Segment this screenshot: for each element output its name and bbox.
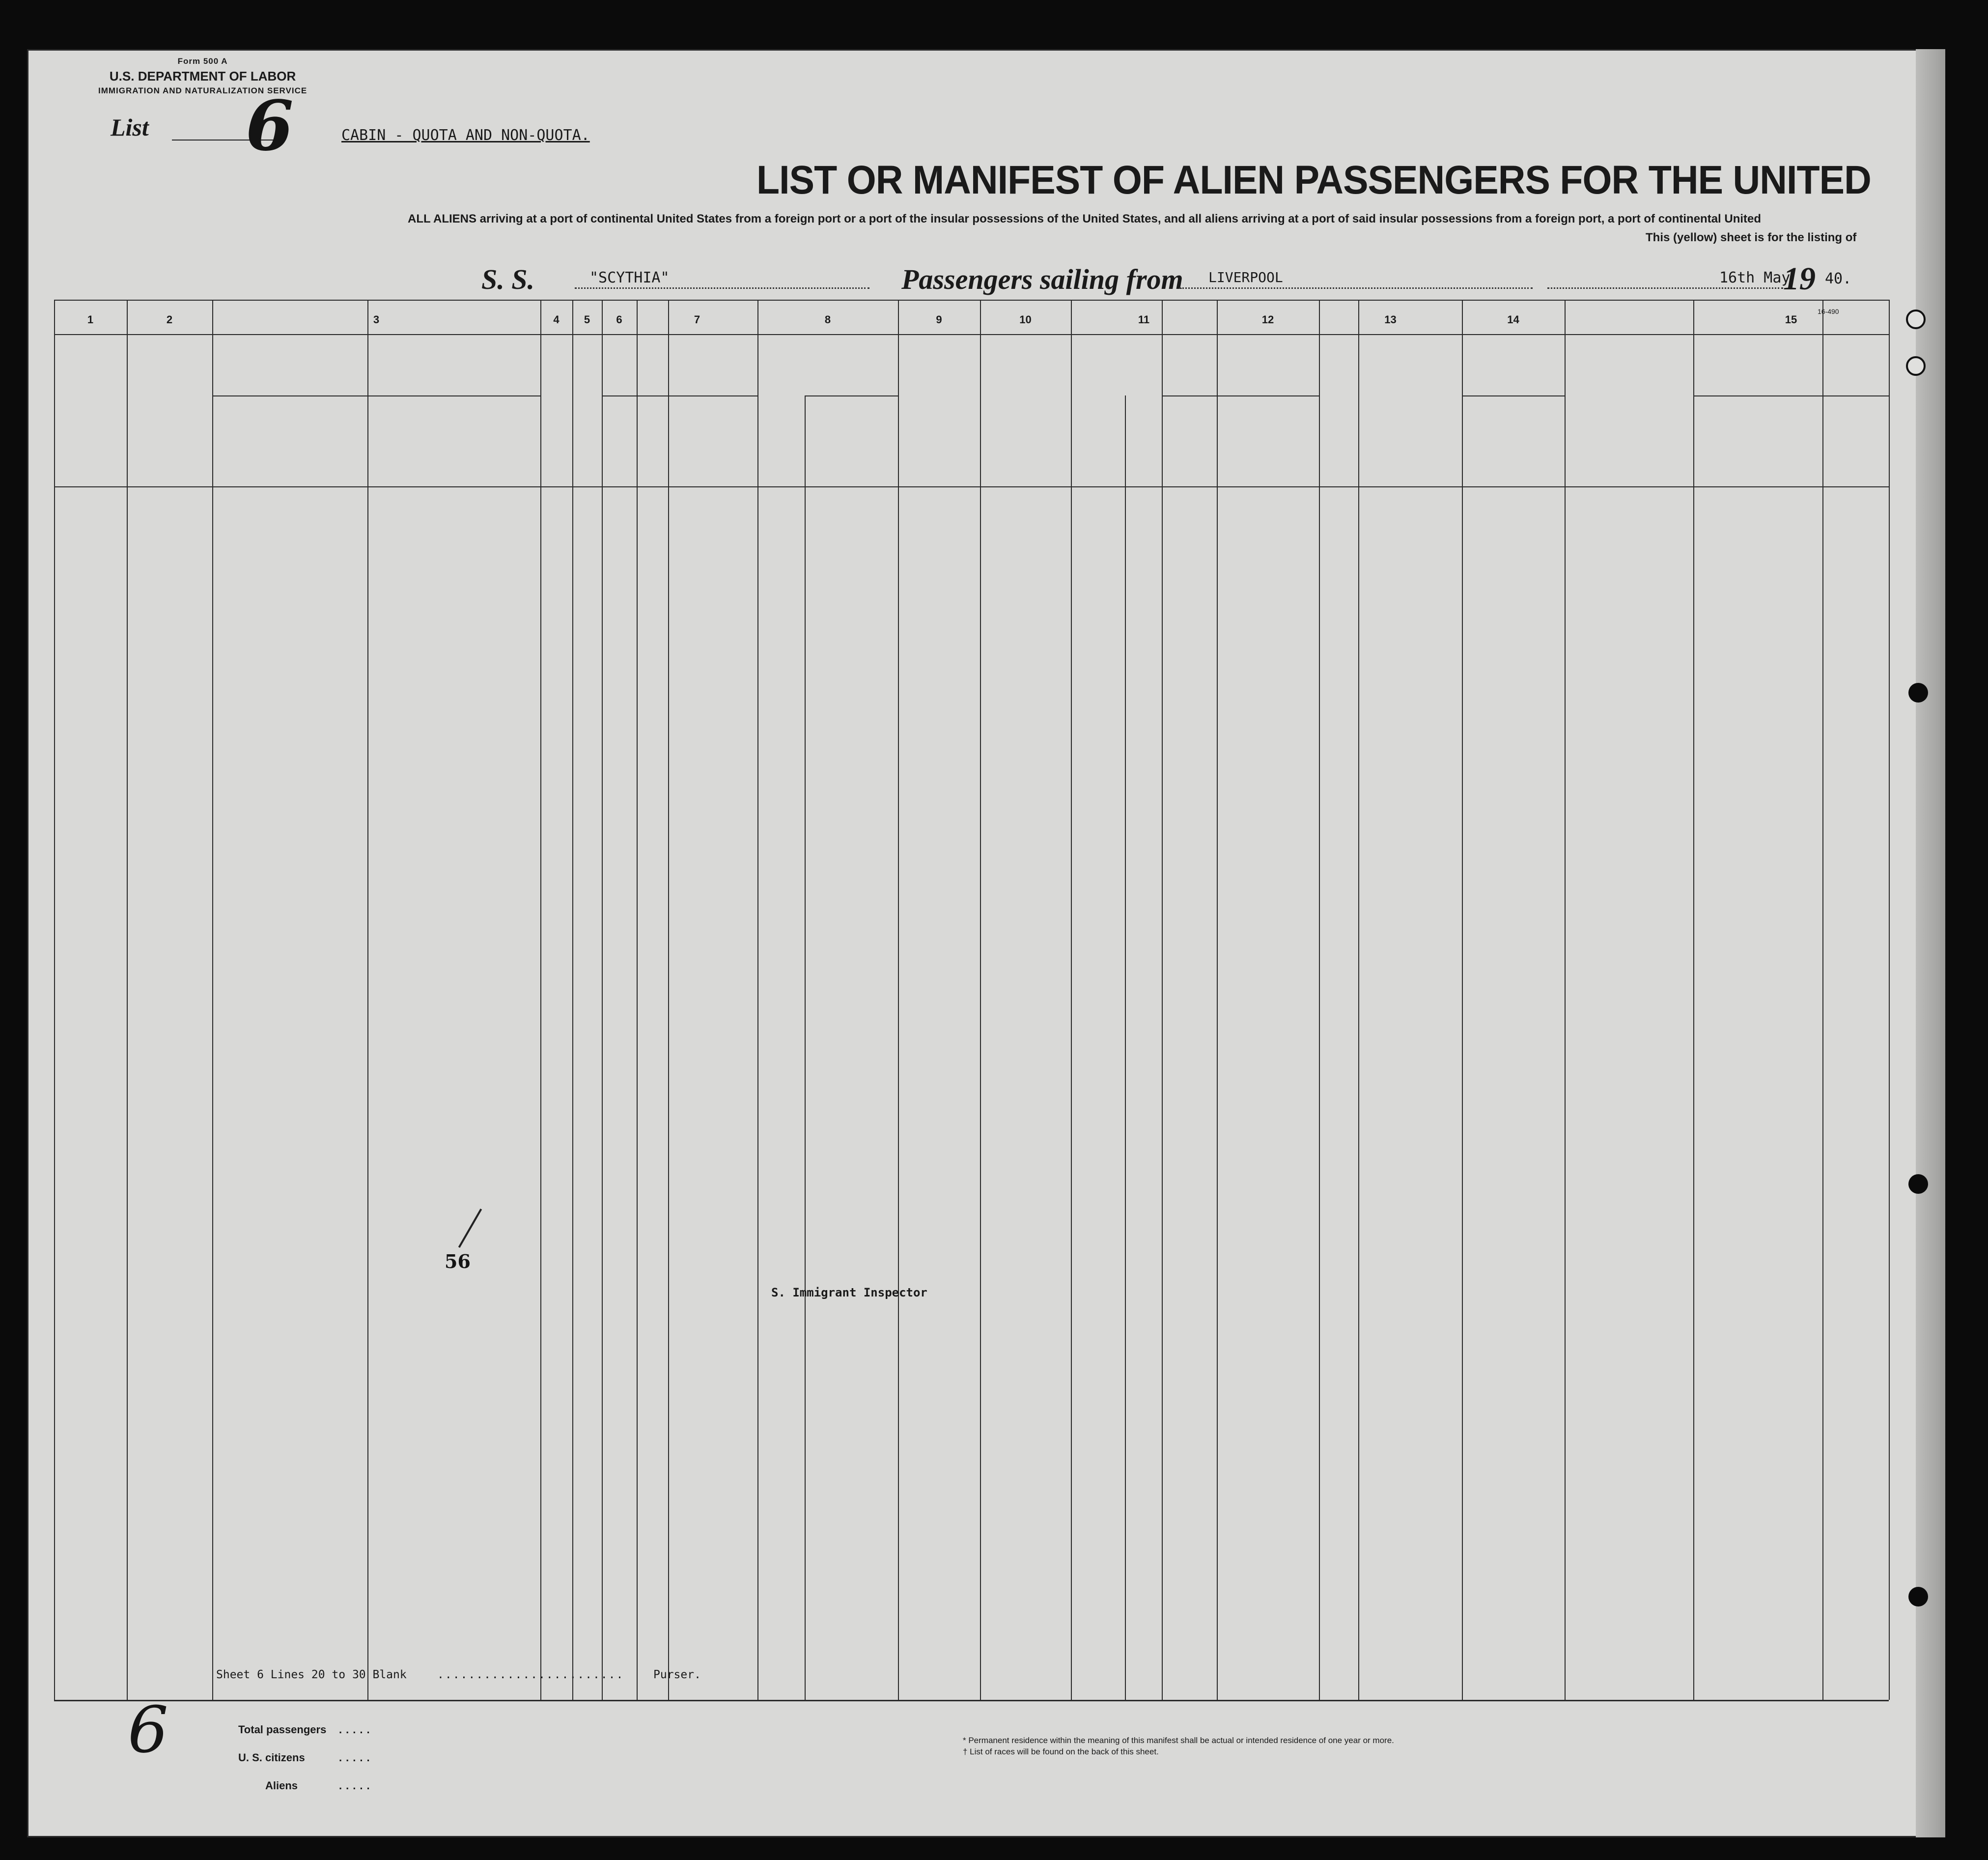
subcolumn-rule — [572, 395, 573, 1700]
year-prefix: 19 — [1783, 261, 1816, 297]
subcolumn-rule — [1358, 300, 1359, 1700]
column-rule — [602, 300, 603, 1700]
total-dots-1: ..... — [339, 1723, 374, 1736]
footnote-residence: * Permanent residence within the meaning of this manifest shall be actual or intended residence of one year or more. — [963, 1736, 1394, 1745]
column-number: 5 — [584, 313, 590, 326]
list-label: List — [111, 113, 149, 141]
year-suffix: 40. — [1825, 270, 1852, 287]
subcolumn-rule — [1125, 395, 1126, 1700]
column-number: 10 — [1019, 313, 1032, 326]
column-number: 8 — [824, 313, 831, 326]
sailing-label: Passengers sailing from — [901, 263, 1183, 295]
list-number: 6 — [246, 86, 294, 167]
punch-hole-4 — [1908, 1174, 1928, 1194]
group-header-rule — [805, 395, 898, 396]
colnum-rule — [54, 334, 1889, 335]
column-rule — [1462, 300, 1463, 1700]
column-rule — [637, 300, 638, 1700]
column-rule — [1822, 300, 1823, 1700]
column-number: 1 — [87, 313, 94, 326]
sheet-note: Sheet 6 Lines 20 to 30 Blank — [216, 1668, 407, 1681]
page-title: LIST OR MANIFEST OF ALIEN PASSENGERS FOR THE UNITED — [756, 158, 1871, 202]
port-line — [1179, 287, 1533, 289]
column-rule — [127, 300, 128, 1700]
column-number: 3 — [373, 313, 380, 326]
column-rule — [980, 300, 981, 1700]
column-rule — [1162, 300, 1163, 1700]
column-number: 14 — [1507, 313, 1519, 326]
column-number: 13 — [1384, 313, 1397, 326]
group-header-rule — [1462, 395, 1565, 396]
column-rule — [1889, 300, 1890, 1700]
group-header-rule — [212, 395, 540, 396]
total-dots-3: ..... — [339, 1779, 374, 1792]
total-passengers-label: Total passengers — [238, 1723, 327, 1736]
column-number: 7 — [694, 313, 700, 326]
form-number: Form 500 A — [177, 56, 228, 66]
group-header-rule — [1693, 395, 1889, 396]
column-number: 11 — [1138, 313, 1150, 326]
handwritten-list-number: 6 — [128, 1692, 168, 1767]
group-header-rule — [602, 395, 757, 396]
subcolumn-rule — [1319, 300, 1320, 1700]
sailing-date: 16th May — [1719, 269, 1791, 286]
total-dots-2: ..... — [339, 1751, 374, 1764]
top-rule — [54, 300, 1889, 301]
date-line — [1547, 287, 1783, 289]
aliens-label: Aliens — [265, 1779, 298, 1792]
column-number: 15 — [1785, 313, 1797, 326]
column-rule — [1071, 300, 1072, 1700]
ship-name: "SCYTHIA" — [589, 269, 670, 286]
subcolumn-rule — [1217, 395, 1218, 1700]
column-number: 9 — [936, 313, 942, 326]
inspector-label: S. Immigrant Inspector — [771, 1286, 927, 1299]
cabin-class: CABIN - QUOTA AND NON-QUOTA. — [341, 127, 590, 144]
subcolumn-rule — [757, 395, 758, 1700]
subcolumn-rule — [898, 395, 899, 1700]
column-rule — [540, 300, 541, 1700]
service: IMMIGRATION AND NATURALIZATION SERVICE — [98, 86, 308, 95]
us-citizens-label: U. S. citizens — [238, 1751, 305, 1764]
table-bottom-rule — [54, 1700, 1889, 1701]
manifest-table — [54, 300, 1889, 1700]
ship-line — [575, 287, 869, 289]
subcolumn-rule — [367, 395, 368, 1700]
port-name: LIVERPOOL — [1208, 269, 1283, 285]
ss-label: S. S. — [481, 263, 535, 295]
column-number: 6 — [616, 313, 622, 326]
subcolumn-rule — [805, 395, 806, 1700]
column-number: 2 — [166, 313, 173, 326]
header-bottom-rule — [54, 486, 1889, 487]
column-number: 12 — [1261, 313, 1274, 326]
column-rule — [54, 300, 55, 1700]
punch-hole-1 — [1906, 310, 1926, 329]
instruction-line-2: This (yellow) sheet is for the listing of — [1646, 231, 1857, 244]
punch-hole-2 — [1906, 356, 1926, 376]
form-code: 16-490 — [1818, 308, 1839, 315]
purser-label: Purser. — [653, 1668, 701, 1681]
punch-hole-3 — [1908, 683, 1928, 703]
column-rule — [668, 300, 669, 1700]
instruction-line: ALL ALIENS arriving at a port of continental United States from a foreign port or a port of the insular possessions of the United States, and all aliens arriving at a port of said insular possessions from a foreign port, a port of continental United — [408, 212, 1762, 225]
punch-hole-5 — [1908, 1587, 1928, 1606]
subcolumn-rule — [1693, 395, 1694, 1700]
purser-dots: ........................ — [437, 1668, 624, 1681]
footnote-races: † List of races will be found on the back of this sheet. — [963, 1747, 1159, 1756]
department: U.S. DEPARTMENT OF LABOR — [109, 69, 296, 84]
passenger-count: 56 — [445, 1250, 471, 1272]
column-rule — [212, 300, 213, 1700]
group-header-rule — [1162, 395, 1319, 396]
column-number: 4 — [553, 313, 560, 326]
column-rule — [1565, 300, 1566, 1700]
